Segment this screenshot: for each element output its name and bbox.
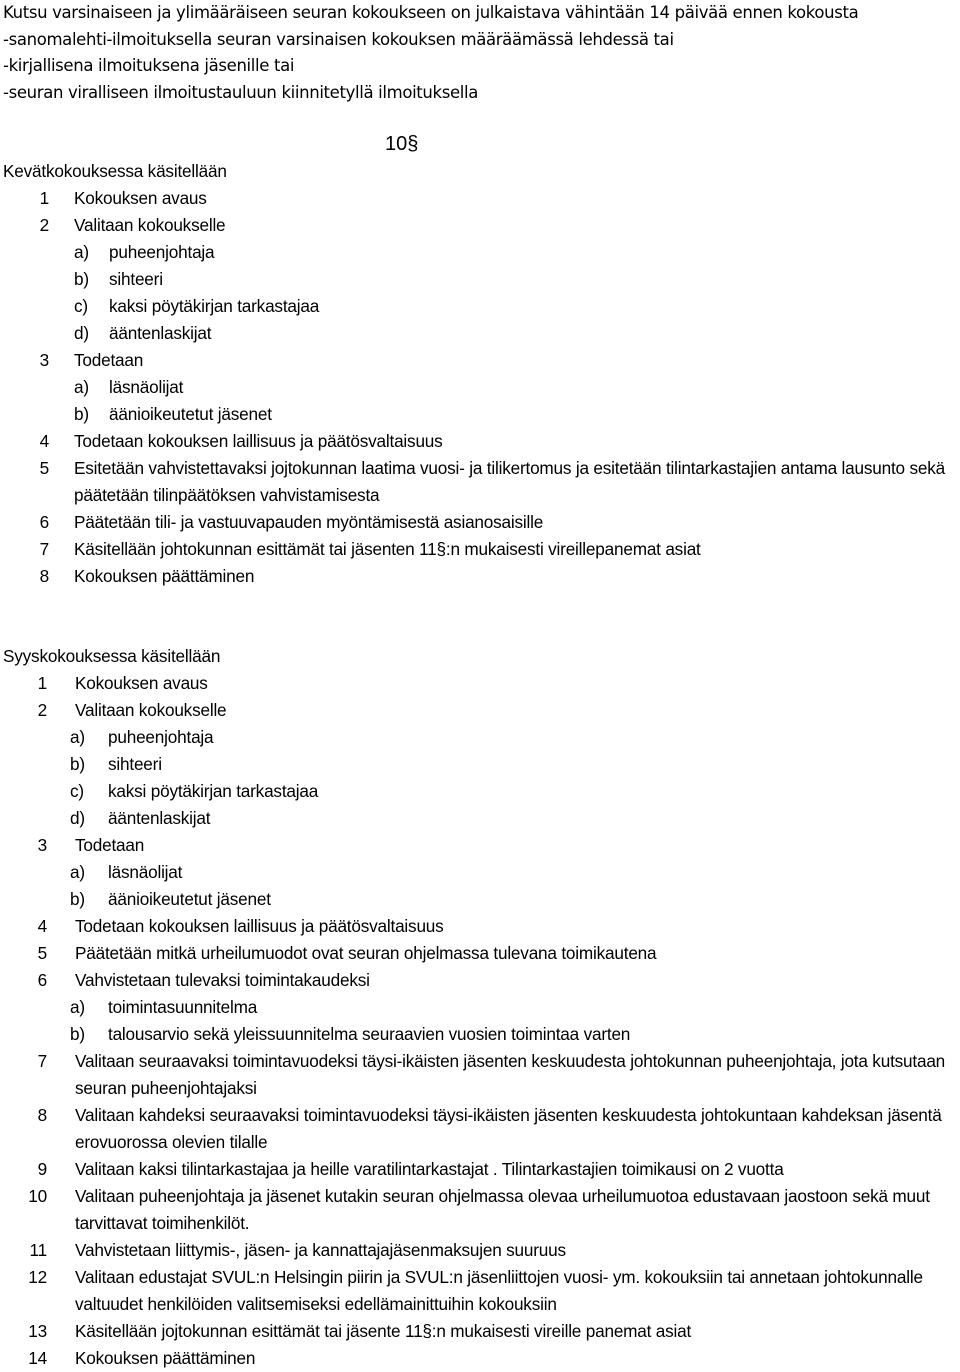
item-number: 8 bbox=[37, 1105, 47, 1125]
agenda-item bbox=[3, 563, 958, 590]
subitem-letter: b) bbox=[70, 754, 85, 774]
agenda-item bbox=[3, 1183, 958, 1237]
agenda-item bbox=[3, 670, 958, 697]
agenda-subitem bbox=[3, 239, 958, 266]
agenda-item bbox=[3, 1264, 958, 1318]
agenda-item bbox=[3, 1237, 958, 1264]
item-text: Kokouksen päättäminen bbox=[74, 566, 255, 586]
autumn-meeting-section bbox=[3, 643, 958, 1372]
subitem-letter: a) bbox=[70, 727, 85, 747]
item-text: Valitaan kahdeksi seuraavaksi toimintavuodeksi täysi-ikäisten jäsenten keskuudesta johtokuntaan kahdeksan jäsentä erovuorossa olevien tilalle bbox=[75, 1105, 942, 1152]
subitem-letter: a) bbox=[74, 377, 89, 397]
item-text: Valitaan kaksi tilintarkastajaa ja heille varatilintarkastajat . Tilintarkastajien toimikausi on 2 vuotta bbox=[75, 1159, 784, 1179]
item-number: 7 bbox=[37, 1051, 47, 1071]
item-text: Valitaan edustajat SVUL:n Helsingin piirin ja SVUL:n jäsenliittojen vuosi- ym. kokouksiin tai annetaan johtokunnalle valtuudet henkilöiden valitsemiseksi edellämainittuihin kokouksiin bbox=[75, 1267, 923, 1314]
item-text: Kokouksen avaus bbox=[74, 188, 207, 208]
subitem-letter: d) bbox=[74, 323, 89, 343]
item-number: 1 bbox=[39, 188, 49, 208]
agenda-item bbox=[3, 347, 958, 374]
item-number: 2 bbox=[39, 215, 49, 235]
agenda-item bbox=[3, 1345, 958, 1372]
agenda-subitem bbox=[3, 293, 958, 320]
subitem-text: puheenjohtaja bbox=[108, 727, 214, 747]
agenda-item bbox=[3, 455, 958, 509]
intro-line: Kutsu varsinaiseen ja ylimääräiseen seuran kokoukseen on julkaistava vähintään 14 päivää ennen kokousta bbox=[3, 3, 859, 22]
item-number: 7 bbox=[39, 539, 49, 559]
subitem-letter: b) bbox=[70, 1024, 85, 1044]
agenda-subitem bbox=[3, 859, 958, 886]
item-text: Todetaan bbox=[74, 350, 144, 370]
item-text: Valitaan kokoukselle bbox=[74, 215, 226, 235]
item-number: 4 bbox=[39, 431, 49, 451]
item-text: Vahvistetaan liittymis-, jäsen- ja kannattajajäsenmaksujen suuruus bbox=[75, 1240, 566, 1260]
agenda-subitem bbox=[3, 805, 958, 832]
subitem-text: ääntenlaskijat bbox=[109, 323, 212, 343]
agenda-subitem bbox=[3, 320, 958, 347]
item-text: Kokouksen päättäminen bbox=[75, 1348, 256, 1368]
subitem-text: kaksi pöytäkirjan tarkastajaa bbox=[109, 296, 320, 316]
subitem-text: äänioikeutetut jäsenet bbox=[109, 404, 272, 424]
subitem-text: läsnäolijat bbox=[109, 377, 184, 397]
agenda-item bbox=[3, 428, 958, 455]
agenda-item bbox=[3, 913, 958, 940]
agenda-item bbox=[3, 185, 958, 212]
agenda-subitem bbox=[3, 266, 958, 293]
section-number: 10§ bbox=[385, 133, 419, 155]
subitem-text: puheenjohtaja bbox=[109, 242, 215, 262]
item-text: Valitaan puheenjohtaja ja jäsenet kutakin seuran ohjelmassa olevaa urheilumuotoa edustavaan jaostoon sekä muut tarvittavat toimihenkilöt. bbox=[75, 1186, 930, 1233]
item-number: 14 bbox=[28, 1348, 47, 1368]
item-text: Todetaan kokouksen laillisuus ja päätösvaltaisuus bbox=[74, 431, 443, 451]
spring-meeting-section bbox=[3, 158, 958, 590]
agenda-item bbox=[3, 536, 958, 563]
item-number: 11 bbox=[29, 1240, 47, 1260]
subitem-letter: d) bbox=[70, 808, 85, 828]
item-text: Käsitellään jojtokunnan esittämät tai jäsente 11§:n mukaisesti vireille panemat asiat bbox=[75, 1321, 692, 1341]
agenda-item bbox=[3, 967, 958, 994]
intro-line: -sanomalehti-ilmoituksella seuran varsinaisen kokouksen määräämässä lehdessä tai bbox=[3, 29, 674, 49]
subitem-text: talousarvio sekä yleissuunnitelma seuraavien vuosien toimintaa varten bbox=[108, 1024, 631, 1044]
subitem-letter: a) bbox=[70, 997, 85, 1017]
subitem-letter: b) bbox=[74, 269, 89, 289]
item-text: Todetaan kokouksen laillisuus ja päätösvaltaisuus bbox=[75, 916, 444, 936]
item-text: Päätetään tili- ja vastuuvapauden myöntämisestä asianosaisille bbox=[74, 512, 544, 532]
intro-line: -seuran viralliseen ilmoitustauluun kiinnitetyllä ilmoituksella bbox=[3, 82, 479, 102]
subitem-text: läsnäolijat bbox=[108, 862, 183, 882]
item-text: Päätetään mitkä urheilumuodot ovat seuran ohjelmassa tulevana toimikautena bbox=[75, 943, 657, 963]
item-text: Esitetään vahvistettavaksi jojtokunnan laatima vuosi- ja tilikertomus ja esitetään tilintarkastajien antama lausunto sekä päätetään tilinpäätöksen vahvistamisesta bbox=[74, 458, 945, 505]
item-number: 8 bbox=[39, 566, 49, 586]
item-text: Käsitellään johtokunnan esittämät tai jäsenten 11§:n mukaisesti vireillepanemat asiat bbox=[74, 539, 701, 559]
subitem-text: kaksi pöytäkirjan tarkastajaa bbox=[108, 781, 319, 801]
spring-meeting-heading: Kevätkokouksessa käsitellään bbox=[3, 161, 227, 181]
agenda-item bbox=[3, 212, 958, 239]
item-number: 9 bbox=[37, 1159, 47, 1179]
agenda-subitem bbox=[3, 374, 958, 401]
subitem-letter: c) bbox=[70, 781, 84, 801]
notice-paragraph bbox=[3, 0, 958, 106]
agenda-subitem bbox=[3, 1021, 958, 1048]
item-number: 13 bbox=[28, 1321, 47, 1341]
item-text: Valitaan kokoukselle bbox=[75, 700, 227, 720]
agenda-item bbox=[3, 1102, 958, 1156]
agenda-subitem bbox=[3, 724, 958, 751]
item-number: 6 bbox=[39, 512, 49, 532]
item-number: 3 bbox=[37, 835, 47, 855]
subitem-text: sihteeri bbox=[109, 269, 163, 289]
agenda-item bbox=[3, 697, 958, 724]
item-number: 6 bbox=[37, 970, 47, 990]
agenda-item bbox=[3, 1318, 958, 1345]
item-number: 5 bbox=[37, 943, 47, 963]
autumn-meeting-heading: Syyskokouksessa käsitellään bbox=[3, 646, 221, 666]
agenda-subitem bbox=[3, 994, 958, 1021]
item-number: 5 bbox=[39, 458, 49, 478]
subitem-text: äänioikeutetut jäsenet bbox=[108, 889, 271, 909]
subitem-text: sihteeri bbox=[108, 754, 162, 774]
agenda-item bbox=[3, 1048, 958, 1102]
item-text: Vahvistetaan tulevaksi toimintakaudeksi bbox=[75, 970, 370, 990]
item-number: 12 bbox=[28, 1267, 47, 1287]
agenda-item bbox=[3, 940, 958, 967]
item-number: 2 bbox=[37, 700, 47, 720]
autumn-meeting-list bbox=[3, 670, 958, 1372]
subitem-letter: b) bbox=[74, 404, 89, 424]
subitem-letter: b) bbox=[70, 889, 85, 909]
item-text: Todetaan bbox=[75, 835, 145, 855]
agenda-subitem bbox=[3, 751, 958, 778]
intro-line: -kirjallisena ilmoituksena jäsenille tai bbox=[3, 56, 295, 75]
agenda-subitem bbox=[3, 778, 958, 805]
agenda-subitem bbox=[3, 886, 958, 913]
subitem-letter: c) bbox=[74, 296, 88, 316]
item-text: Valitaan seuraavaksi toimintavuodeksi täysi-ikäisten jäsenten keskuudesta johtokunnan puheenjohtaja, jota kutsutaan seuran puheenjohtajaksi bbox=[75, 1051, 946, 1098]
agenda-subitem bbox=[3, 401, 958, 428]
subitem-letter: a) bbox=[70, 862, 85, 882]
item-number: 4 bbox=[37, 916, 47, 936]
agenda-item bbox=[3, 832, 958, 859]
subitem-text: toimintasuunnitelma bbox=[108, 997, 258, 1017]
agenda-item bbox=[3, 1156, 958, 1183]
item-number: 1 bbox=[37, 673, 47, 693]
item-number: 10 bbox=[28, 1186, 47, 1206]
item-text: Kokouksen avaus bbox=[75, 673, 208, 693]
item-number: 3 bbox=[39, 350, 49, 370]
subitem-letter: a) bbox=[74, 242, 89, 262]
subitem-text: ääntenlaskijat bbox=[108, 808, 211, 828]
agenda-item bbox=[3, 509, 958, 536]
spring-meeting-list bbox=[3, 185, 958, 590]
